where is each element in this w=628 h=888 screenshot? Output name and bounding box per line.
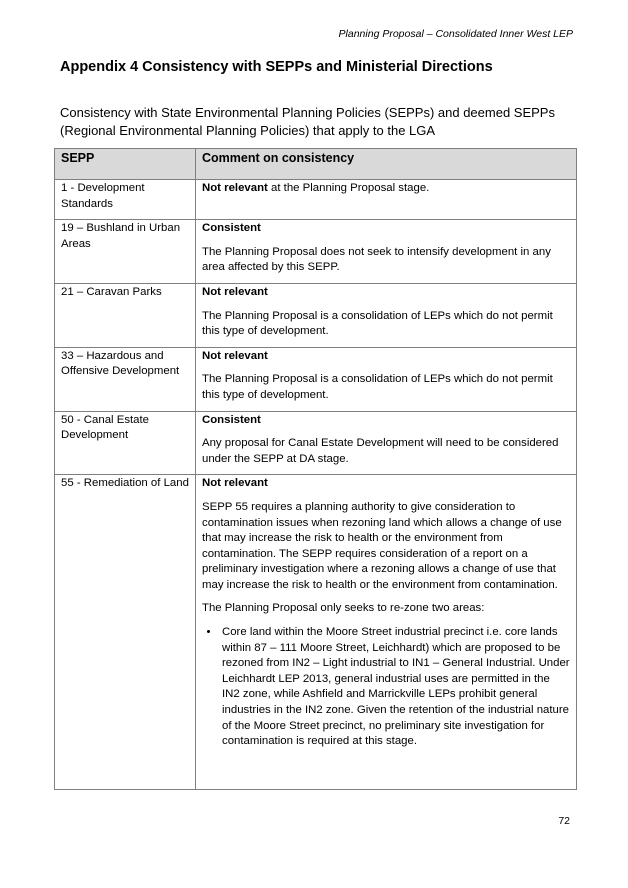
page-number: 72: [558, 815, 570, 827]
sepp-name: 19 – Bushland in Urban Areas: [55, 220, 196, 284]
table-row: [55, 411, 577, 475]
column-header-comment: Comment on consistency: [196, 149, 577, 180]
status-label: Consistent: [202, 222, 261, 235]
comment-text: [202, 181, 570, 197]
bullet-item: • Core land within the Moore Street industrial precinct i.e. core lands within 87 – 111 Moore Street, Leichhardt) which are proposed to be rezoned from IN2 – Light industrial to IN1 – General Industrial. Under Leichhardt LEP 2013, general industrial uses are permitted in the IN2 zone, while Ashfield and Marrickville LEPs prohibit general industries in the IN2 zone. Given the retention of the industrial nature of the Moore Street precinct, no preliminary site investigation for contamination is required at this stage.: [220, 625, 570, 750]
consistency-comment: [196, 347, 577, 411]
intro-paragraph: Consistency with State Environmental Planning Policies (SEPPs) and deemed SEPPs (Regional Environmental Planning Policies) that apply to the LGA: [60, 105, 555, 138]
table-row: [55, 180, 577, 220]
status-label: Not relevant: [202, 182, 268, 194]
comment-text: Any proposal for Canal Estate Development will need to be considered under the SEPP at DA stage.: [202, 437, 559, 465]
table-row: [55, 475, 577, 790]
status-label: Not relevant: [202, 477, 268, 490]
consistency-comment: [196, 220, 577, 284]
consistency-comment: [196, 475, 577, 790]
comment-text: The Planning Proposal does not seek to intensify development in any area affected by this SEPP.: [202, 245, 551, 274]
consistency-comment: [196, 283, 577, 347]
table-row: [55, 347, 577, 411]
page-title: Appendix 4 Consistency with SEPPs and Ministerial Directions: [60, 59, 493, 75]
comment-inline-text: at the Planning Proposal stage.: [267, 182, 430, 194]
comment-text: SEPP 55 requires a planning authority to give consideration to contamination issues when rezoning land which allows a change of use that may increase the risk to health or the environment from contamination. The SEPP requires consideration of a report on a preliminary investigation where a rezoning allows a change of use that may increase the risk to health or the environment from contamination.: [202, 500, 562, 591]
sepp-name: 33 – Hazardous and Offensive Development: [55, 347, 196, 411]
sepp-name: 50 - Canal Estate Development: [55, 411, 196, 475]
sepp-consistency-table: [54, 148, 577, 790]
sepp-name: 1 - Development Standards: [55, 180, 196, 220]
status-label: Not relevant: [202, 349, 268, 362]
bullet-list: [202, 625, 570, 750]
status-label: Not relevant: [202, 285, 268, 298]
consistency-comment: [196, 411, 577, 475]
table-row: [55, 283, 577, 347]
status-label: Consistent: [202, 413, 261, 426]
consistency-comment: [196, 180, 577, 220]
sepp-name: 21 – Caravan Parks: [55, 283, 196, 347]
table-header-row: [55, 149, 577, 180]
table-row: [55, 220, 577, 284]
running-header: Planning Proposal – Consolidated Inner West LEP: [338, 28, 573, 40]
comment-text: The Planning Proposal is a consolidation of LEPs which do not permit this type of development.: [202, 373, 553, 401]
sepp-name: 55 - Remediation of Land: [55, 475, 196, 790]
column-header-sepp: SEPP: [55, 149, 196, 180]
comment-text-secondary: The Planning Proposal only seeks to re-zone two areas:: [202, 602, 485, 615]
comment-text: The Planning Proposal is a consolidation of LEPs which do not permit this type of development.: [202, 309, 553, 338]
